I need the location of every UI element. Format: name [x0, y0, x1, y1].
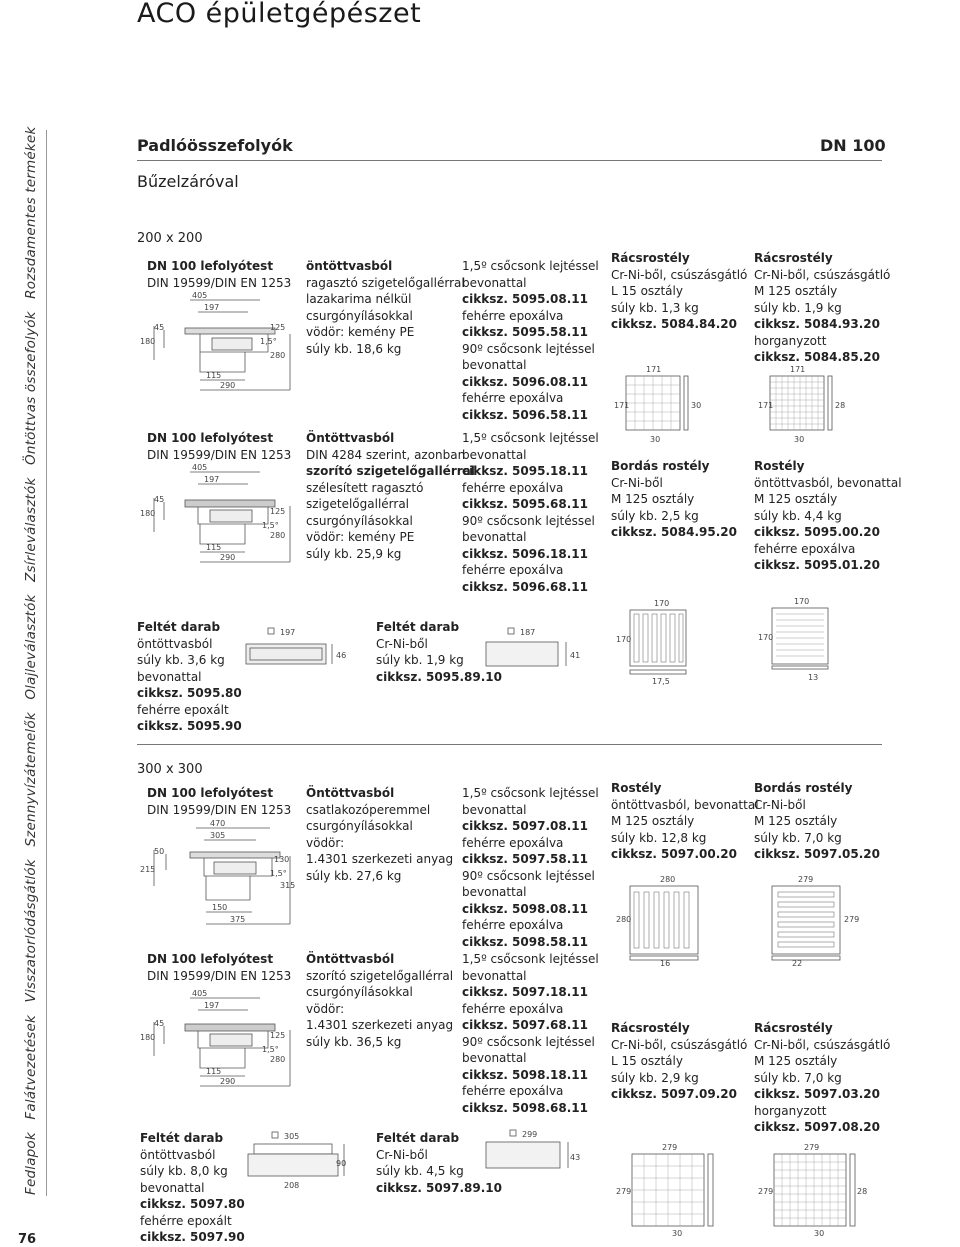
dim-label: 30: [672, 1229, 683, 1238]
desc-line: vödör:: [306, 835, 345, 850]
desc-line: szélesített ragasztó: [306, 480, 424, 495]
grate-title: Bordás rostély: [611, 459, 710, 473]
insert-line: súly kb. 8,0 kg: [140, 1164, 228, 1178]
grate-info: [754, 780, 880, 863]
dim-label: 180: [140, 1033, 156, 1042]
dim-label: 45: [154, 323, 165, 332]
dim-label: 170: [654, 599, 670, 608]
grate-title: Rácsrostély: [611, 1021, 690, 1035]
dim-label: 171: [758, 401, 774, 410]
code-line: bevonattal: [462, 968, 527, 983]
insert-info: [140, 1130, 245, 1246]
desc-line: súly kb. 18,6 kg: [306, 341, 402, 356]
article-number: cikksz. 5095.08.11: [462, 292, 588, 306]
insert-line: súly kb. 1,9 kg: [376, 653, 464, 667]
desc-line: szorító szigetelőgallérral: [306, 968, 454, 983]
dim-label: 171: [790, 365, 806, 374]
dim-label: 215: [140, 865, 156, 874]
product-heading: [147, 430, 291, 463]
insert-info: [376, 619, 502, 685]
desc-line: 1.4301 szerkezeti anyag: [306, 852, 454, 866]
side-divider: [46, 130, 47, 1196]
article-number: cikksz. 5095.01.20: [754, 558, 880, 572]
desc-line: súly kb. 25,9 kg: [306, 546, 402, 561]
side-nav-item[interactable]: Zsírleválasztók: [23, 477, 39, 582]
dim-label: 45: [154, 495, 165, 504]
code-line: 90º csőcsonk lejtéssel: [462, 341, 595, 356]
article-number: cikksz. 5098.18.11: [462, 1067, 588, 1082]
dim-label: 22: [792, 959, 803, 968]
dim-label: 16: [660, 959, 671, 968]
code-line: 90º csőcsonk lejtéssel: [462, 1034, 595, 1049]
dim-label: 28: [835, 401, 846, 410]
dim-label: 279: [616, 1187, 632, 1196]
divider: [137, 160, 882, 161]
desc-line: csurgónyílásokkal: [306, 985, 413, 999]
grate-line: M 125 osztály: [754, 814, 838, 828]
code-line: bevonattal: [462, 1051, 527, 1065]
article-number: cikksz. 5097.00.20: [611, 847, 737, 861]
grate-line: súly kb. 1,9 kg: [754, 300, 842, 315]
dim-label: 405: [192, 989, 208, 998]
code-line: 1,5º csőcsonk lejtéssel: [462, 786, 599, 800]
side-nav-list: [23, 119, 39, 1195]
desc-line: vödör: kemény PE: [306, 325, 415, 339]
article-number: cikksz. 5084.84.20: [611, 317, 737, 331]
side-nav-item[interactable]: Fedlapok: [23, 1132, 39, 1195]
desc-line: 1.4301 szerkezeti anyag: [306, 1018, 454, 1032]
desc-line: lazakarima nélkül: [306, 292, 412, 306]
dim-label: 125: [270, 507, 286, 516]
brand-title: ACO épületgépészet: [137, 0, 422, 29]
dim-label: 197: [280, 628, 296, 637]
grate-line: M 125 osztály: [754, 284, 838, 298]
code-line: 1,5º csőcsonk lejtéssel: [462, 952, 599, 966]
desc-line: csurgónyílásokkal: [306, 513, 413, 528]
code-line: bevonattal: [462, 447, 527, 462]
code-line: fehérre epoxálva: [462, 563, 564, 577]
grate-info: [611, 250, 747, 333]
grate-drawing: [758, 594, 848, 686]
product-heading: [147, 258, 291, 291]
grate-info: [611, 458, 737, 541]
article-number: cikksz. 5095.89.10: [376, 669, 502, 684]
code-line: fehérre epoxálva: [462, 391, 564, 405]
product-heading-title: DN 100 lefolyótest: [147, 786, 274, 800]
product-heading: [147, 785, 291, 818]
page-title: Padlóösszefolyók: [137, 136, 293, 155]
dim-label: 280: [270, 1055, 286, 1064]
dim-label: 13: [808, 673, 819, 682]
dim-label: 1,5°: [260, 337, 277, 346]
dim-label: 279: [844, 915, 860, 924]
insert-drawing: [486, 1128, 586, 1178]
dim-label: 46: [336, 651, 347, 660]
dn-label: DN 100: [820, 136, 886, 155]
grate-info: [611, 780, 759, 863]
grate-line: Cr-Ni-ből, csúszásgátló: [611, 1037, 748, 1052]
grate-info: [754, 458, 902, 574]
grate-drawing: [756, 362, 846, 446]
article-number: cikksz. 5097.89.10: [376, 1180, 502, 1195]
product-heading-standard: DIN 19599/DIN EN 1253: [147, 275, 292, 290]
side-nav-item-active[interactable]: Öntöttvas összefolyók: [23, 311, 39, 465]
article-number: cikksz. 5097.09.20: [611, 1087, 737, 1101]
insert-drawing: [246, 626, 346, 676]
grate-drawing: [758, 1140, 868, 1240]
dim-label: 170: [616, 635, 632, 644]
product-heading: [147, 951, 291, 984]
dim-label: 280: [660, 875, 676, 884]
grate-line: súly kb. 2,9 kg: [611, 1070, 699, 1085]
code-line: bevonattal: [462, 530, 527, 544]
grate-line: L 15 osztály: [611, 1054, 683, 1068]
article-number: cikksz. 5095.58.11: [462, 325, 588, 339]
grate-line: L 15 osztály: [611, 284, 683, 298]
dim-label: 305: [284, 1132, 300, 1141]
dim-label: 125: [270, 323, 286, 332]
article-codes: [462, 951, 599, 1116]
dim-label: 170: [794, 597, 810, 606]
desc-line: csurgónyílásokkal: [306, 308, 413, 323]
code-line: fehérre epoxálva: [462, 308, 564, 323]
grate-line: öntöttvasból, bevonattal: [754, 475, 902, 490]
dim-label: 280: [616, 915, 632, 924]
grate-info: [611, 1020, 747, 1103]
code-line: fehérre epoxálva: [462, 1001, 564, 1016]
code-line: 90º csőcsonk lejtéssel: [462, 868, 595, 883]
insert-line: öntöttvasból: [140, 1147, 216, 1162]
grate-line: fehérre epoxálva: [754, 541, 856, 556]
desc-line: vödör:: [306, 1001, 345, 1016]
article-number: cikksz. 5084.85.20: [754, 350, 880, 364]
insert-info: [137, 619, 242, 735]
article-number: cikksz. 5095.90: [137, 719, 242, 733]
article-number: cikksz. 5095.18.11: [462, 464, 588, 478]
dim-label: 28: [857, 1187, 868, 1196]
article-number: cikksz. 5095.80: [137, 686, 242, 700]
article-number: cikksz. 5097.80: [140, 1197, 245, 1211]
grate-line: M 125 osztály: [611, 492, 695, 506]
dim-label: 290: [220, 381, 236, 390]
article-number: cikksz. 5097.05.20: [754, 847, 880, 861]
dim-label: 41: [570, 651, 581, 660]
grate-line: súly kb. 7,0 kg: [754, 830, 842, 845]
grate-line: M 125 osztály: [611, 814, 695, 828]
dim-label: 290: [220, 1077, 236, 1086]
dim-label: 197: [204, 475, 220, 484]
dim-label: 279: [758, 1187, 774, 1196]
dim-label: 171: [614, 401, 630, 410]
article-number: cikksz. 5097.18.11: [462, 985, 588, 999]
dim-label: 115: [206, 1067, 222, 1076]
grate-line: öntöttvasból, bevonattal: [611, 797, 759, 812]
dim-label: 45: [154, 1019, 165, 1028]
grate-title: Rostély: [754, 459, 805, 473]
grate-line: súly kb. 2,5 kg: [611, 508, 699, 523]
grate-title: Bordás rostély: [754, 781, 853, 795]
product-heading-standard: DIN 19599/DIN EN 1253: [147, 802, 292, 817]
code-line: bevonattal: [462, 885, 527, 899]
insert-line: bevonattal: [140, 1180, 205, 1195]
insert-title: Feltét darab: [137, 620, 221, 634]
article-number: cikksz. 5097.08.20: [754, 1120, 880, 1134]
dim-label: 197: [204, 303, 220, 312]
dim-label: 1,5°: [270, 869, 287, 878]
code-line: fehérre epoxálva: [462, 1084, 564, 1098]
grate-info: [754, 1020, 890, 1136]
desc-line: vödör: kemény PE: [306, 530, 415, 544]
grate-line: M 125 osztály: [754, 492, 838, 506]
insert-line: bevonattal: [137, 669, 202, 684]
grate-title: Rácsrostély: [754, 251, 833, 265]
dim-label: 30: [650, 435, 661, 444]
desc-line: csurgónyílásokkal: [306, 819, 413, 833]
side-navigation: [0, 0, 46, 1246]
grate-line: Cr-Ni-ből, csúszásgátló: [611, 267, 748, 282]
desc-line: Öntöttvasból: [306, 786, 395, 800]
dim-label: 115: [206, 543, 222, 552]
article-number: cikksz. 5098.08.11: [462, 901, 588, 916]
dim-label: 30: [794, 435, 805, 444]
code-line: fehérre epoxálva: [462, 480, 564, 495]
grate-line: M 125 osztály: [754, 1054, 838, 1068]
dim-label: 17,5: [652, 677, 670, 686]
desc-line: ragasztó szigetelőgallérral: [306, 275, 465, 290]
drain-section-drawing: [140, 988, 300, 1092]
insert-drawing: [486, 626, 586, 676]
product-heading-standard: DIN 19599/DIN EN 1253: [147, 968, 292, 983]
insert-line: öntöttvasból: [137, 636, 213, 651]
dim-label: 180: [140, 337, 156, 346]
insert-line: Cr-Ni-ből: [376, 1147, 428, 1162]
product-description: [306, 785, 453, 884]
grate-line: súly kb. 4,4 kg: [754, 508, 842, 523]
article-number: cikksz. 5096.08.11: [462, 374, 588, 389]
grate-line: Cr-Ni-ből, csúszásgátló: [754, 1037, 891, 1052]
grate-drawing: [614, 1140, 724, 1240]
page-number: 76: [18, 1232, 37, 1247]
product-description: [306, 258, 465, 357]
article-number: cikksz. 5096.58.11: [462, 407, 588, 422]
dim-label: 405: [192, 463, 208, 472]
product-description: [306, 951, 453, 1050]
grate-line: horganyzott: [754, 333, 827, 348]
desc-line: szigetelőgallérral: [306, 497, 410, 511]
desc-line: csatlakozóperemmel: [306, 802, 431, 817]
article-number: cikksz. 5098.68.11: [462, 1100, 588, 1115]
dim-label: 280: [270, 351, 286, 360]
product-description: [306, 430, 475, 562]
article-number: cikksz. 5097.68.11: [462, 1018, 588, 1032]
desc-line: szorító szigetelőgallérral: [306, 464, 475, 478]
dim-label: 115: [206, 371, 222, 380]
dim-label: 90: [336, 1159, 347, 1168]
article-codes: [462, 785, 599, 950]
insert-line: fehérre epoxált: [137, 702, 229, 717]
dim-label: 279: [662, 1143, 678, 1152]
grate-line: súly kb. 7,0 kg: [754, 1070, 842, 1085]
code-line: 1,5º csőcsonk lejtéssel: [462, 259, 599, 273]
grate-title: Rácsrostély: [611, 251, 690, 265]
dim-label: 197: [204, 1001, 220, 1010]
insert-title: Feltét darab: [376, 620, 460, 634]
code-line: fehérre epoxálva: [462, 835, 564, 850]
article-codes: [462, 430, 599, 595]
code-line: fehérre epoxálva: [462, 918, 564, 932]
section-size-label: 300 x 300: [137, 762, 203, 777]
dim-label: 405: [192, 291, 208, 300]
dim-label: 315: [280, 881, 296, 890]
insert-drawing: [248, 1130, 358, 1194]
article-number: cikksz. 5095.68.11: [462, 497, 588, 511]
grate-drawing: [758, 872, 858, 968]
dim-label: 170: [758, 633, 774, 642]
insert-line: Cr-Ni-ből: [376, 636, 428, 651]
insert-title: Feltét darab: [140, 1131, 224, 1145]
drain-section-drawing: [140, 290, 300, 400]
side-nav-item[interactable]: Szennyvízátemelők: [23, 712, 39, 847]
insert-line: súly kb. 4,5 kg: [376, 1164, 464, 1178]
product-heading-title: DN 100 lefolyótest: [147, 259, 274, 273]
article-number: cikksz. 5084.93.20: [754, 317, 880, 331]
grate-line: Cr-Ni-ből, csúszásgátló: [754, 267, 891, 282]
grate-drawing: [614, 596, 704, 688]
article-number: cikksz. 5084.95.20: [611, 525, 737, 539]
grate-title: Rostély: [611, 781, 662, 795]
drain-section-drawing: [140, 820, 300, 932]
dim-label: 470: [210, 819, 226, 828]
grate-drawing: [614, 872, 714, 968]
side-nav-item[interactable]: Visszatorlódásgátlók: [23, 859, 39, 1003]
desc-line: DIN 4284 szerint, azonban: [306, 447, 466, 462]
insert-title: Feltét darab: [376, 1131, 460, 1145]
article-codes: [462, 258, 599, 423]
dim-label: 50: [154, 847, 165, 856]
drain-section-drawing: [140, 462, 300, 572]
dim-label: 30: [814, 1229, 825, 1238]
desc-line: súly kb. 27,6 kg: [306, 868, 402, 883]
grate-drawing: [612, 362, 702, 446]
desc-line: Öntöttvasból: [306, 431, 395, 445]
dim-label: 299: [522, 1130, 538, 1139]
dim-label: 280: [270, 531, 286, 540]
dim-label: 279: [804, 1143, 820, 1152]
dim-label: 180: [140, 509, 156, 518]
insert-line: fehérre epoxált: [140, 1213, 232, 1228]
dim-label: 305: [210, 831, 226, 840]
code-line: 1,5º csőcsonk lejtéssel: [462, 431, 599, 445]
side-nav-item[interactable]: Rozsdamentes termékek: [23, 126, 39, 299]
dim-label: 290: [220, 553, 236, 562]
code-line: bevonattal: [462, 275, 527, 290]
article-number: cikksz. 5097.90: [140, 1230, 245, 1244]
desc-line: öntöttvasból: [306, 259, 393, 273]
dim-label: 30: [691, 401, 702, 410]
section-size-label: 200 x 200: [137, 231, 203, 246]
dim-label: 125: [270, 1031, 286, 1040]
article-number: cikksz. 5097.08.11: [462, 819, 588, 833]
grate-line: horganyzott: [754, 1103, 827, 1118]
dim-label: 208: [284, 1181, 300, 1190]
dim-label: 150: [212, 903, 228, 912]
insert-info: [376, 1130, 502, 1196]
article-number: cikksz. 5097.58.11: [462, 852, 588, 866]
dim-label: 43: [570, 1153, 581, 1162]
grate-line: Cr-Ni-ből: [754, 797, 806, 812]
page-subtitle: Bűzelzáróval: [137, 172, 239, 191]
grate-title: Rácsrostély: [754, 1021, 833, 1035]
dim-label: 171: [646, 365, 662, 374]
article-number: cikksz. 5097.03.20: [754, 1087, 880, 1101]
grate-line: Cr-Ni-ből: [611, 475, 663, 490]
dim-label: 1,5°: [262, 521, 279, 530]
insert-line: súly kb. 3,6 kg: [137, 653, 225, 667]
section-divider: [137, 744, 882, 745]
side-nav-item[interactable]: Olajleválasztók: [23, 594, 39, 700]
grate-info: [754, 250, 890, 366]
code-line: bevonattal: [462, 358, 527, 372]
product-heading-title: DN 100 lefolyótest: [147, 952, 274, 966]
product-heading-standard: DIN 19599/DIN EN 1253: [147, 447, 292, 462]
product-heading-title: DN 100 lefolyótest: [147, 431, 274, 445]
code-line: 90º csőcsonk lejtéssel: [462, 513, 595, 528]
grate-line: súly kb. 1,3 kg: [611, 300, 699, 315]
article-number: cikksz. 5096.18.11: [462, 546, 588, 561]
article-number: cikksz. 5096.68.11: [462, 579, 588, 594]
desc-line: Öntöttvasból: [306, 952, 395, 966]
desc-line: súly kb. 36,5 kg: [306, 1034, 402, 1049]
dim-label: 279: [798, 875, 814, 884]
code-line: bevonattal: [462, 802, 527, 817]
side-nav-item[interactable]: Falátvezetések: [23, 1014, 39, 1120]
dim-label: 187: [520, 628, 536, 637]
grate-line: súly kb. 12,8 kg: [611, 830, 707, 845]
dim-label: 375: [230, 915, 246, 924]
article-number: cikksz. 5098.58.11: [462, 934, 588, 949]
article-number: cikksz. 5095.00.20: [754, 525, 880, 539]
dim-label: 130: [274, 855, 290, 864]
dim-label: 1,5°: [262, 1045, 279, 1054]
